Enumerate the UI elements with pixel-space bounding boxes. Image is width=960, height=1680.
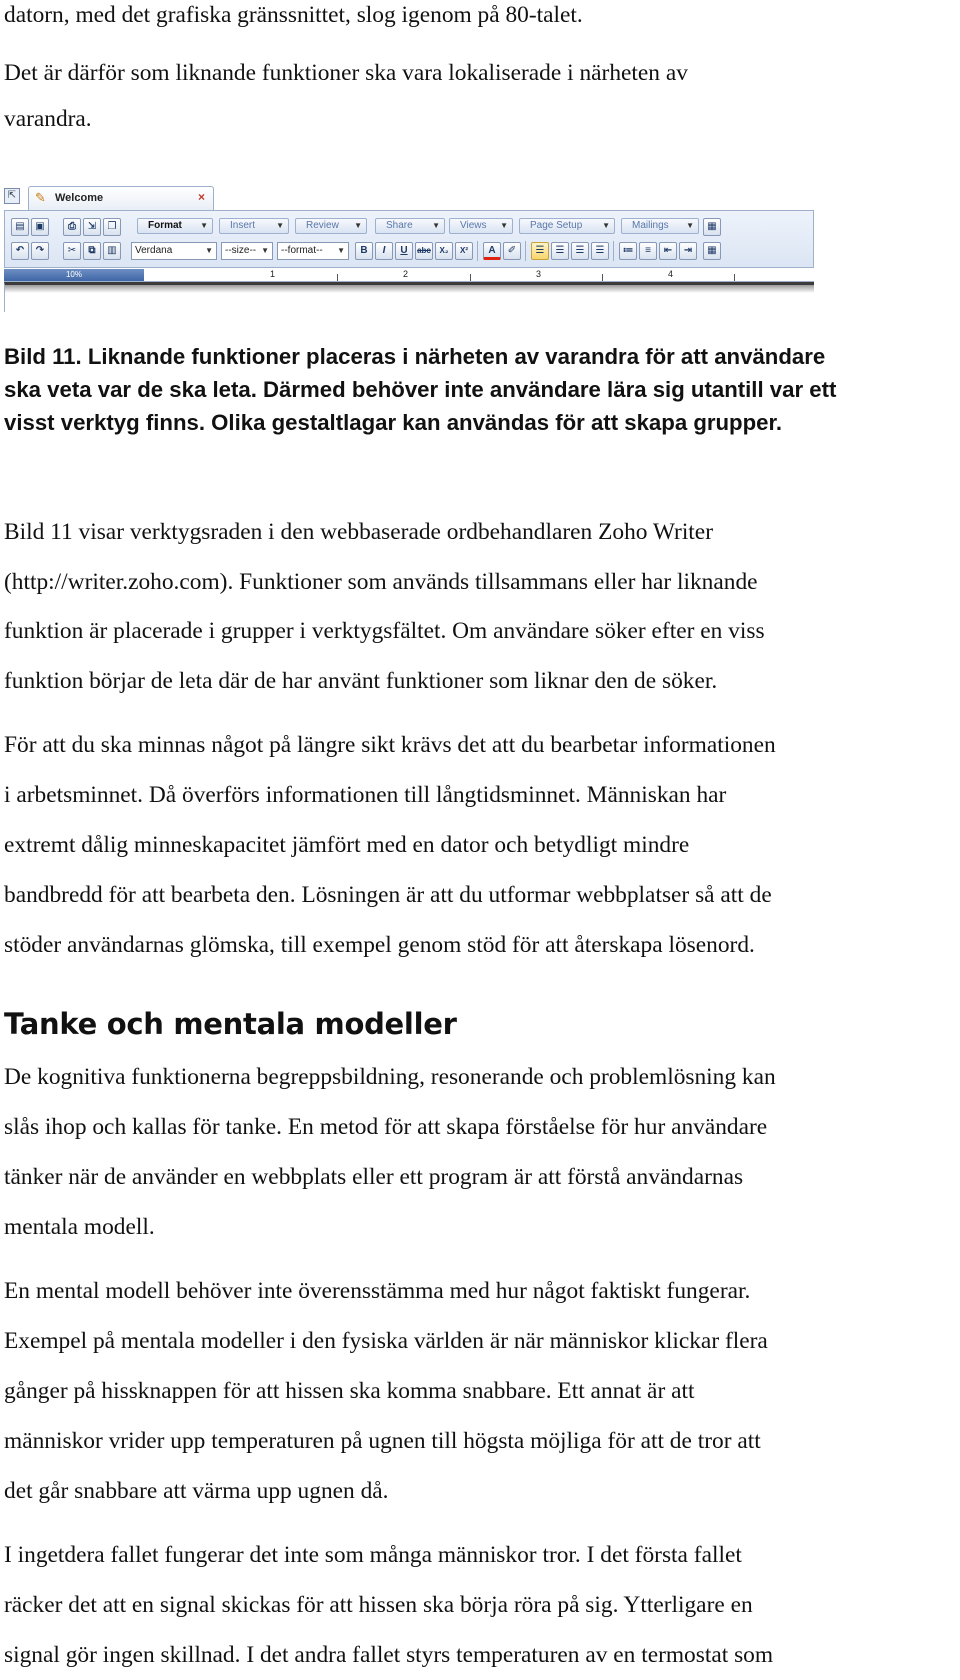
text-line: det går snabbare att värma upp ugnen då. — [4, 1478, 389, 1504]
ruler-tick — [337, 274, 338, 281]
section-heading: Tanke och mentala modeller — [4, 1007, 457, 1041]
home-icon: ⇱ — [4, 188, 20, 204]
paste-icon: ▥ — [103, 242, 121, 260]
highlight-icon: ✐ — [503, 242, 521, 260]
tab-welcome — [28, 186, 214, 210]
menu-mailings: Mailings ▼ — [621, 218, 699, 234]
text-line: För att du ska minnas något på längre sikt krävs det att du bearbetar informationen — [4, 732, 776, 758]
ruler — [4, 268, 814, 282]
indent-icon: ⇥ — [679, 242, 697, 260]
separator — [477, 241, 478, 261]
text-line: räcker det att en signal skickas för att hissen ska börja röra på sig. Ytterligare en — [4, 1592, 753, 1618]
text-line: Det är därför som liknande funktioner ska vara lokaliserade i närheten av — [4, 60, 688, 86]
ruler-number: 1 — [270, 269, 276, 279]
export-icon: ⇲ — [83, 218, 101, 236]
align-center-icon: ☰ — [551, 242, 569, 260]
text-line: extremt dålig minneskapacitet jämfört med en dator och betydligt mindre — [4, 832, 690, 858]
justify-icon: ☰ — [591, 242, 609, 260]
format-select: --format-- ▼ — [277, 242, 349, 260]
text-line: gånger på hissknappen för att hissen ska komma snabbare. Ett annat är att — [4, 1378, 695, 1404]
caption-line: ska veta var de ska leta. Därmed behöver inte användare lära sig utantill var ett — [4, 377, 837, 402]
subscript-icon: X₂ — [435, 242, 453, 260]
spreadsheet-icon: ▦ — [703, 242, 721, 260]
text-line: stöder användarnas glömska, till exempel genom stöd för att återskapa lösenord. — [4, 932, 755, 958]
text-line: människor vrider upp temperaturen på ugnen till högsta möjliga för att de tror att — [4, 1428, 761, 1454]
bullet-list-icon: ≔ — [619, 242, 637, 260]
menu-share: Share ▼ — [375, 218, 445, 234]
separator — [613, 241, 614, 261]
italic-icon: I — [375, 242, 393, 260]
tab-label: Welcome — [55, 192, 104, 204]
font-select: Verdana ▼ — [131, 242, 217, 260]
text-line: funktion är placerade i grupper i verktygsfältet. Om användare söker efter en viss — [4, 618, 765, 644]
text-line: varandra. — [4, 106, 92, 132]
menu-format: Format ▼ — [137, 218, 213, 234]
text-line: datorn, med det grafiska gränssnittet, slog igenom på 80-talet. — [4, 2, 583, 28]
text-line: I ingetdera fallet fungerar det inte som många människor tror. I det första fallet — [4, 1542, 742, 1568]
font-color-icon: A — [483, 242, 501, 260]
toolbar — [4, 210, 814, 268]
ruler-number: 3 — [536, 269, 542, 279]
text-line: funktion börjar de leta där de har använt funktioner som liknar den de söker. — [4, 668, 718, 694]
text-line: signal gör ingen skillnad. I det andra fallet styrs temperaturen av en termostat som — [4, 1642, 774, 1668]
cut-icon: ✂ — [63, 242, 81, 260]
align-left-icon: ☰ — [531, 242, 549, 260]
zoom-indicator: 10% — [4, 269, 144, 281]
save-icon: ▣ — [31, 218, 49, 236]
text-line: En mental modell behöver inte överensstämma med hur något faktiskt fungerar. — [4, 1278, 751, 1304]
text-line: bandbredd för att bearbeta den. Lösningen är att du utformar webbplatser så att de — [4, 882, 772, 908]
caption-line: Bild 11. Liknande funktioner placeras i närheten av varandra för att användare — [4, 344, 826, 369]
align-right-icon: ☰ — [571, 242, 589, 260]
superscript-icon: X² — [455, 242, 473, 260]
text-line: mentala modell. — [4, 1214, 155, 1240]
text-line: Bild 11 visar verktygsraden i den webbaserade ordbehandlaren Zoho Writer — [4, 519, 713, 545]
print-icon: ⎙ — [63, 218, 81, 236]
text-line: (http://writer.zoho.com). Funktioner som används tillsammans eller har liknande — [4, 569, 758, 595]
undo-icon: ↶ — [11, 242, 29, 260]
menu-views: Views ▼ — [449, 218, 513, 234]
tab-bar — [4, 186, 814, 210]
menu-page-setup: Page Setup ▼ — [519, 218, 615, 234]
toolbar-screenshot — [4, 186, 814, 312]
figure-caption — [4, 340, 954, 439]
ruler-tick — [602, 274, 603, 281]
pencil-icon: ✎ — [35, 190, 46, 205]
text-line: tänker när de använder en webbplats eller ett program är att förstå användarnas — [4, 1164, 744, 1190]
menu-review: Review ▼ — [295, 218, 367, 234]
ruler-tick — [470, 274, 471, 281]
size-select: --size-- ▼ — [221, 242, 273, 260]
text-line: Exempel på mentala modeller i den fysiska världen är när människor klickar flera — [4, 1328, 768, 1354]
underline-icon: U — [395, 242, 413, 260]
copy-icon: ⧉ — [83, 242, 101, 260]
numbered-list-icon: ≡ — [639, 242, 657, 260]
ruler-number: 4 — [668, 269, 674, 279]
bold-icon: B — [355, 242, 373, 260]
new-doc-icon: ▤ — [11, 218, 29, 236]
grid-icon: ▦ — [703, 218, 721, 236]
strikethrough-icon: abc — [415, 242, 433, 260]
text-line: i arbetsminnet. Då överförs informationen till långtidsminnet. Människan har — [4, 782, 727, 808]
close-icon: × — [197, 190, 205, 204]
ruler-number: 2 — [403, 269, 409, 279]
caption-line: visst verktyg finns. Olika gestaltlagar kan användas för att skapa grupper. — [4, 410, 783, 435]
text-line: De kognitiva funktionerna begreppsbildning, resonerande och problemlösning kan — [4, 1064, 776, 1090]
text-line: slås ihop och kallas för tanke. En metod för att skapa förståelse för hur användare — [4, 1114, 768, 1140]
copy-doc-icon: ❐ — [103, 218, 121, 236]
outdent-icon: ⇤ — [659, 242, 677, 260]
ruler-tick — [734, 274, 735, 281]
menu-insert: Insert ▼ — [219, 218, 289, 234]
document-area — [4, 282, 814, 312]
separator — [525, 241, 526, 261]
redo-icon: ↷ — [31, 242, 49, 260]
